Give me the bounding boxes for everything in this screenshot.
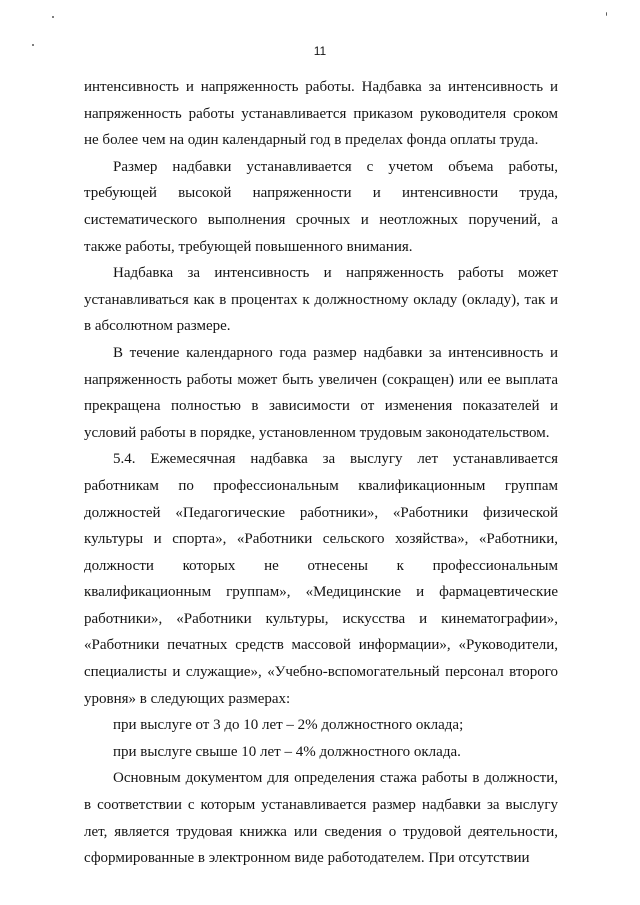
scan-speck [52, 16, 54, 18]
paragraph: Размер надбавки устанавливается с учетом объема работы, требующей высокой напряженности и интенсивности труда, систематического выполнения срочных и неотложных поручений, а также работы, требующей повышенного внимания. [84, 158, 558, 255]
body-text [84, 74, 558, 872]
paragraph: 5.4. Ежемесячная надбавка за выслугу лет устанавливается работникам по профессиональным квалификационным группам должностей «Педагогические работники», «Работники физической культуры и спорта», «Работники сельского хозяйства», «Работники, должности которых не отнесены к профессиональным квалификационным группам», «Медицинские и фармацевтические работники», «Работники культуры, искусства и кинематографии», «Работники печатных средств массовой информации», «Руководители, специалисты и служащие», «Учебно-вспомогательный персонал второго уровня» в следующих размерах: [84, 451, 558, 707]
paragraph: интенсивность и напряженность работы. Надбавка за интенсивность и напряженность работы устанавливается приказом руководителя сроком не более чем на один календарный год в пределах фонда оплаты труда. [84, 79, 558, 149]
list-item: при выслуге свыше 10 лет – 4% должностного оклада. [113, 743, 461, 760]
paragraph: Надбавка за интенсивность и напряженность работы может устанавливаться как в процентах к должностному окладу (окладу), так и в абсолютном размере. [84, 265, 558, 335]
list-item: при выслуге от 3 до 10 лет – 2% должностного оклада; [113, 717, 464, 734]
page-number: 11 [313, 44, 327, 58]
scan-speck [606, 12, 607, 16]
paragraph: В течение календарного года размер надбавки за интенсивность и напряженность работы может быть увеличен (сокращен) или ее выплата прекращена полностью в зависимости от изменения показателей и условий работы в порядке, установленном трудовым законодательством. [84, 344, 558, 441]
paragraph: Основным документом для определения стажа работы в должности, в соответствии с которым устанавливается размер надбавки за выслугу лет, является трудовая книжка или сведения о трудовой деятельности, сформированные в электронном виде работодателем. При отсутствии [84, 770, 558, 867]
